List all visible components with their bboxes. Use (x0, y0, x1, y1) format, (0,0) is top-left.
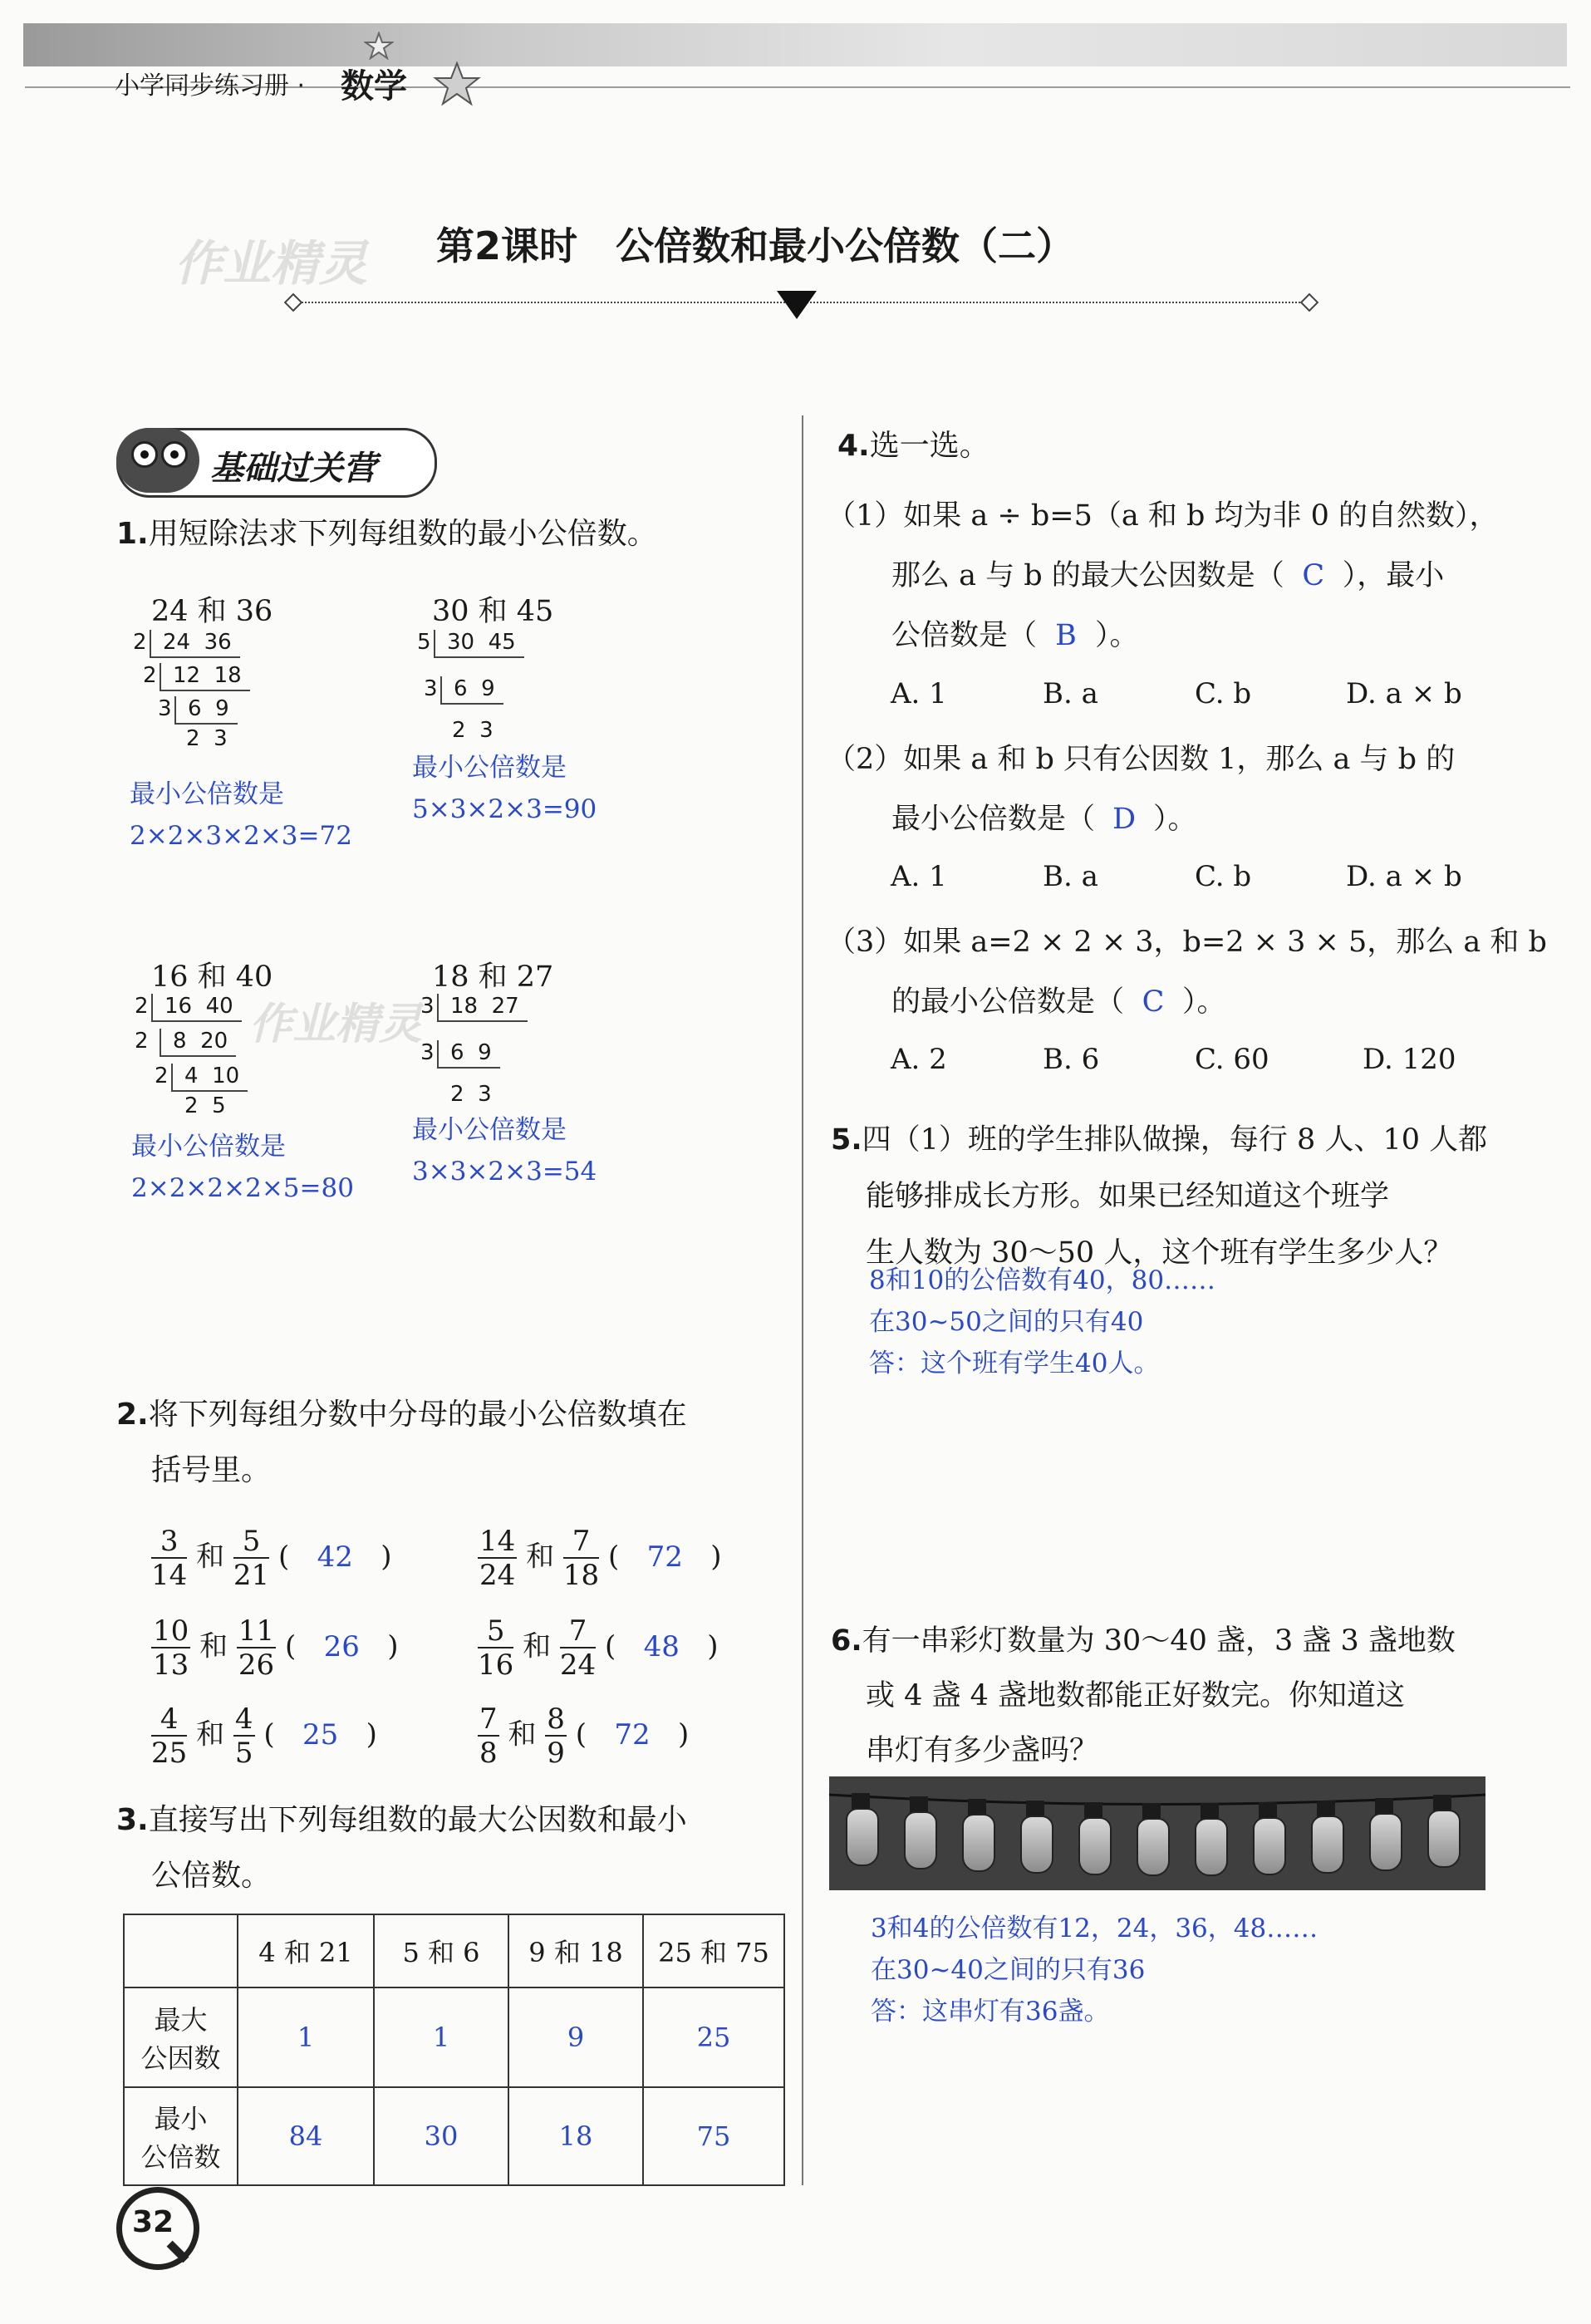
q4-part-3: （3）如果 a=2 × 2 × 3，b=2 × 3 × 5，那么 a 和 b 的最小公倍数是（ C ）。 (827, 912, 1547, 1032)
q4-1-answer-gcd: C (1302, 559, 1325, 592)
frog-eye-right (161, 441, 188, 468)
bulb-icon (1427, 1810, 1461, 1868)
q3-header-cell: 5 和 6 (374, 1914, 508, 1987)
q3-prompt: 3.直接写出下列每组数的最大公因数和最小 公倍数。 (116, 1803, 687, 1893)
book-label: 小学同步练习册 · (115, 71, 306, 101)
title-line-end-right (1300, 293, 1319, 312)
q2-answer-6: 72 (614, 1717, 651, 1752)
frog-mascot-icon (116, 428, 199, 493)
q4-2-choice-c: C. b (1195, 860, 1252, 893)
q1-group4-label: 18 和 27 (432, 961, 554, 994)
q3-gcd-cell: 1 (374, 1987, 508, 2087)
q4-1-choice-b: B. a (1043, 677, 1098, 710)
star-icon (432, 60, 482, 110)
bulb-icon (904, 1811, 937, 1870)
bulb-icon (962, 1814, 995, 1872)
q3-table (123, 1914, 785, 2186)
bulb-icon (846, 1808, 879, 1866)
watermark: 作业精灵 (174, 235, 368, 292)
q3-lcm-cell: 84 (238, 2087, 374, 2185)
bulb-icon (1195, 1818, 1228, 1876)
q3-gcd-cell: 9 (508, 1987, 643, 2087)
q3-row-label-lcm: 最小 公倍数 (124, 2087, 238, 2185)
q4-2-answer: D (1112, 803, 1137, 836)
subject-label: 数学 (341, 67, 407, 106)
q1-group1-answer: 最小公倍数是 2×2×3×2×3=72 (130, 779, 352, 851)
title-line-end-left (284, 293, 303, 312)
q3-lcm-cell: 30 (374, 2087, 508, 2185)
bulb-icon (1078, 1817, 1112, 1875)
q6-answer: 3和4的公倍数有12，24，36，48…… 在30~40之间的只有36 答：这串灯有36盏。 (871, 1914, 1318, 2027)
q4-2-choice-d: D. a × b (1346, 860, 1462, 893)
q3-header-cell: 9 和 18 (508, 1914, 643, 1987)
q3-gcd-cell: 25 (643, 1987, 784, 2087)
q3-lcm-cell: 75 (643, 2087, 784, 2185)
q1-group3-label: 16 和 40 (151, 961, 273, 994)
q2-item-6: $\frac{7}{8}$ 和 $\frac{8}{9}$ ( 72 ) (479, 1702, 690, 1770)
q4-1-choice-c: C. b (1195, 677, 1252, 710)
q1-group1-label: 24 和 36 (151, 595, 273, 628)
q5-answer: 8和10的公倍数有40，80…… 在30~50之间的只有40 答：这个班有学生40人。 (869, 1265, 1216, 1378)
q4-3-choice-c: C. 60 (1195, 1043, 1269, 1076)
q3-header-cell: 4 和 21 (238, 1914, 374, 1987)
bulb-icon (1020, 1815, 1053, 1874)
q4-3-choice-b: B. 6 (1043, 1043, 1100, 1076)
q4-3-choice-d: D. 120 (1363, 1043, 1456, 1076)
page-number: 32 (132, 2205, 174, 2239)
column-divider (802, 415, 803, 2185)
small-star-icon (364, 32, 394, 61)
title-arrow-icon (777, 291, 817, 319)
q4-part-1: （1）如果 a ÷ b=5（a 和 b 均为非 0 的自然数）， 那么 a 与 b 的最大公因数是（ C ），最小 公倍数是（ B ）。 (827, 486, 1499, 666)
q4-2-choice-b: B. a (1043, 860, 1098, 893)
q4-1-answer-lcm: B (1055, 619, 1077, 652)
q3-row-label-gcd: 最大 公因数 (124, 1987, 238, 2087)
q2-answer-1: 42 (317, 1540, 353, 1574)
bulb-icon (1253, 1817, 1286, 1875)
q2-item-1: $\frac{3}{14}$ 和 $\frac{5}{21}$ ( 42 ) (151, 1525, 392, 1592)
q2-item-4: $\frac{5}{16}$ 和 $\frac{7}{24}$ ( 48 ) (478, 1614, 719, 1682)
q2-prompt: 2.将下列每组分数中分母的最小公倍数填在 括号里。 (116, 1398, 687, 1487)
q2-answer-2: 72 (646, 1540, 683, 1574)
q2-item-2: $\frac{14}{24}$ 和 $\frac{7}{18}$ ( 72 ) (479, 1525, 722, 1592)
q2-answer-3: 26 (323, 1629, 360, 1663)
bulb-icon (1137, 1818, 1170, 1876)
string-lights-image (829, 1776, 1485, 1890)
q5-prompt: 5.四（1）班的学生排队做操，每行 8 人、10 人都 能够排成长方形。如果已经知道这个班学 生人数为 30～50 人，这个班有学生多少人？ (831, 1123, 1488, 1270)
bulb-icon (1311, 1815, 1344, 1874)
q2-item-5: $\frac{4}{25}$ 和 $\frac{4}{5}$ ( 25 ) (151, 1702, 377, 1770)
q3-gcd-cell: 1 (238, 1987, 374, 2087)
q1-group4-answer: 最小公倍数是 3×3×2×3=54 (412, 1115, 597, 1187)
q4-1-choice-d: D. a × b (1346, 677, 1462, 710)
q4-3-answer: C (1142, 985, 1165, 1019)
q1-prompt: 1.用短除法求下列每组数的最小公倍数。 (116, 517, 657, 551)
q4-part-2: （2）如果 a 和 b 只有公因数 1，那么 a 与 b 的 最小公倍数是（ D ）。 (827, 730, 1455, 849)
q1-group2-answer: 最小公倍数是 5×3×2×3=90 (412, 753, 597, 824)
section-label: 基础过关营 (210, 450, 376, 488)
q6-prompt: 6.有一串彩灯数量为 30～40 盏，3 盏 3 盏地数 或 4 盏 4 盏地数都能正好数完。你知道这 串灯有多少盏吗？ (831, 1624, 1456, 1767)
q1-group2-label: 30 和 45 (432, 595, 554, 628)
q2-answer-4: 48 (643, 1629, 680, 1663)
header-band (23, 23, 1567, 66)
q1-group3-answer: 最小公倍数是 2×2×2×2×5=80 (131, 1132, 354, 1203)
q4-1-choice-a: A. 1 (891, 677, 947, 710)
q4-2-choice-a: A. 1 (891, 860, 947, 893)
q3-corner-cell (124, 1914, 238, 1987)
q2-answer-5: 25 (302, 1717, 339, 1752)
q3-lcm-cell: 18 (508, 2087, 643, 2185)
q4-3-choice-a: A. 2 (891, 1043, 947, 1076)
bulb-icon (1369, 1813, 1402, 1871)
page-title: 第2课时 公倍数和最小公倍数（二） (436, 224, 1075, 268)
frog-eye-left (131, 441, 158, 468)
watermark-inline: 作业精灵 (249, 1000, 423, 1049)
q4-prompt: 4.选一选。 (837, 429, 989, 463)
q2-item-3: $\frac{10}{13}$ 和 $\frac{11}{26}$ ( 26 ) (153, 1614, 399, 1682)
q3-header-cell: 25 和 75 (643, 1914, 784, 1987)
